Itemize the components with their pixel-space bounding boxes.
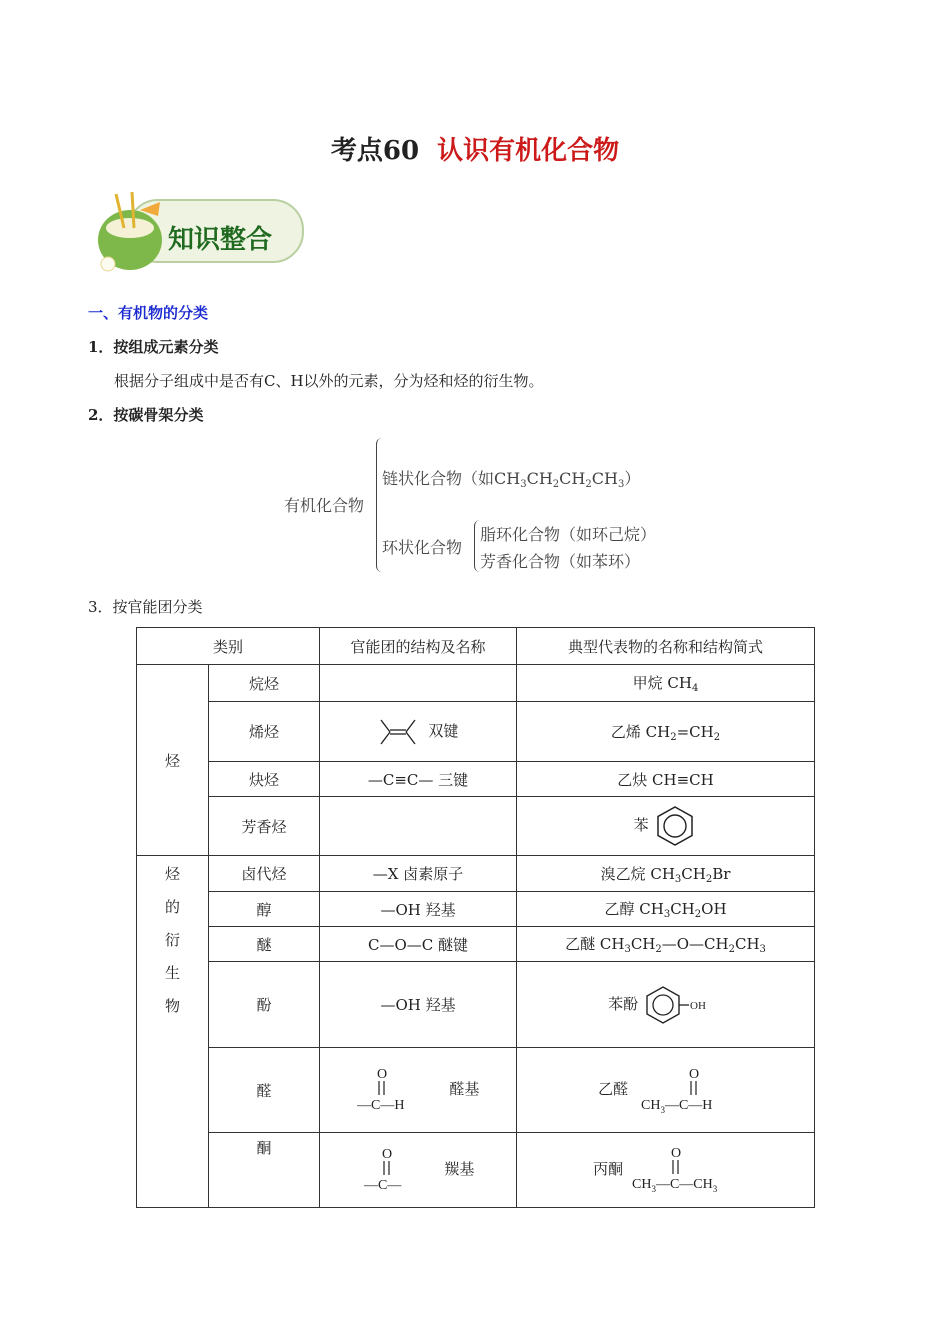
group-derivative [137,856,209,1208]
fg-cell: —OH 羟基 [320,962,517,1048]
table-row [137,892,815,927]
svg-text:CH3—C—CH3: $CH_3—C—CH_3$ [631,1177,718,1194]
acetone-structure-icon [628,1144,738,1196]
group-hydrocarbon: 烃 [137,665,209,856]
group-derivative-char: 物 [164,997,180,1015]
table-row [137,927,815,962]
example-cell: 乙醇 $CH_3CH_2OH$ [517,892,815,927]
double-bond-icon [378,716,418,748]
class-cell: 烷烃 [209,665,320,702]
group-derivative-char: 衍 [164,931,180,949]
phenol-oh-label: OH [689,999,706,1012]
aldehyde-group-icon [357,1065,427,1115]
svg-text:CH3—C—H: $CH_3—C—H$ [640,1098,713,1115]
fg-cell: —C≡C— 三键 [320,762,517,797]
section-heading: 一、有机物的分类 [88,304,209,322]
example-cell: 乙炔 CH≡CH [517,762,815,797]
class-cell: 酚 [209,962,320,1048]
title-main: 认识有机化合物 [437,136,620,166]
class-cell: 酮 [209,1133,320,1208]
example-cell: 苯酚 OH [517,962,815,1048]
table-row [137,702,815,762]
item3-heading: 3．按官能团分类 [88,598,203,616]
tree-chain: 链状化合物（如$CH_3CH_2CH_2CH_3$） [382,469,641,490]
benzene-ring-icon [653,804,697,848]
table-row [137,856,815,892]
class-cell: 烯烃 [209,702,320,762]
example-cell: 苯 [517,797,815,856]
class-cell: 醚 [209,927,320,962]
knowledge-banner [88,188,308,276]
svg-text:O: O [376,1067,387,1082]
group-derivative-char: 的 [164,898,180,916]
fg-cell [320,665,517,702]
item2-heading: 2．按碳骨架分类 [88,406,204,424]
tree-ring: 环状化合物 [382,538,463,557]
example-cell: 溴乙烷 $CH_3CH_2Br$ [517,856,815,892]
banner-text: 知识整合 [168,225,273,255]
svg-text:O: O [670,1146,682,1161]
table-row [137,1133,815,1208]
item1-text: 根据分子组成中是否有C、H以外的元素，分为烃和烃的衍生物。 [114,372,544,390]
functional-group-table [136,627,815,1208]
carbonyl-group-icon [362,1145,422,1195]
class-cell: 芳香烃 [209,797,320,856]
table-row [137,1048,815,1133]
header-example: 典型代表物的名称和结构简式 [517,628,815,665]
svg-text:—C—H: —C—H [356,1098,405,1113]
table-header-row [137,628,815,665]
group-derivative-char: 生 [164,964,180,982]
tree-root: 有机化合物 [284,496,365,515]
class-cell: 卤代烃 [209,856,320,892]
acetaldehyde-structure-icon [633,1065,733,1115]
item1-heading: 1．按组成元素分类 [88,338,219,356]
phenol-structure-icon [643,985,723,1025]
fg-cell: O —C— 羰基 [320,1133,517,1208]
class-cell: 炔烃 [209,762,320,797]
header-category: 类别 [137,628,320,665]
example-cell: 乙醚 $CH_3CH_2—O—CH_2CH_3$ [517,927,815,962]
svg-text:O: O [688,1067,700,1082]
fg-cell: —X 卤素原子 [320,856,517,892]
page-title [0,130,950,167]
fg-cell: —OH 羟基 [320,892,517,927]
table-row [137,665,815,702]
title-prefix: 考点60 [330,136,420,166]
class-cell: 醛 [209,1048,320,1133]
table-row [137,962,815,1048]
tree-alicyclic: 脂环化合物（如环己烷） [480,525,657,544]
group-derivative-char: 烃 [164,865,180,883]
example-cell: 乙烯 $CH_2=CH_2$ [517,702,815,762]
table-row [137,797,815,856]
fg-cell: O —C—H 醛基 [320,1048,517,1133]
svg-text:—C—: —C— [363,1178,401,1193]
svg-text:O: O [381,1147,392,1162]
fg-cell: 双键 [320,702,517,762]
fg-cell: C—O—C 醚键 [320,927,517,962]
header-fg: 官能团的结构及名称 [320,628,517,665]
example-cell: 乙醛 O $CH_3—C—H$ [517,1048,815,1133]
example-cell: 甲烷 $CH_4$ [517,665,815,702]
class-cell: 醇 [209,892,320,927]
fg-cell [320,797,517,856]
tree-aromatic: 芳香化合物（如苯环） [480,552,641,571]
example-cell: 丙酮 O $CH_3—C—CH_3$ [517,1133,815,1208]
table-row [137,762,815,797]
